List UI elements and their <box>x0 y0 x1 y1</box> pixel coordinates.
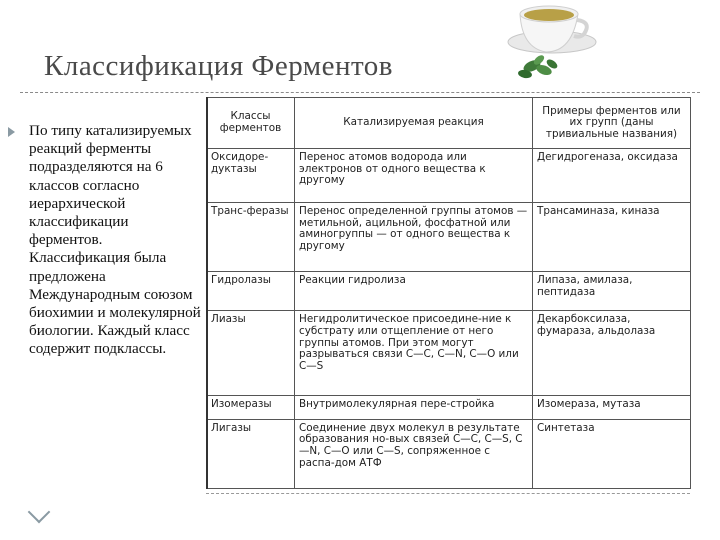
table-left-border <box>206 97 208 489</box>
tea-cup-with-leaves-icon <box>492 0 610 82</box>
table-row <box>207 419 691 488</box>
reaction-cell: Перенос определенной группы атомов — метильной, ацильной, фосфатной или аминогруппы — от одного вещества к другому <box>295 203 533 272</box>
enzyme-classes-table <box>206 97 691 489</box>
chevron-corner-icon <box>28 501 51 524</box>
enzyme-class-cell: Изомеразы <box>207 395 295 419</box>
reaction-cell: Внутримолекулярная пере-стройка <box>295 395 533 419</box>
examples-cell: Дегидрогеназа, оксидаза <box>533 149 691 203</box>
triangle-bullet-icon <box>8 127 15 137</box>
reaction-cell: Перенос атомов водорода или электронов от одного вещества к другому <box>295 149 533 203</box>
reaction-cell: Реакции гидролиза <box>295 272 533 311</box>
enzyme-class-cell: Лиазы <box>207 311 295 395</box>
examples-cell: Синтетаза <box>533 419 691 488</box>
examples-cell: Изомераза, мутаза <box>533 395 691 419</box>
reaction-cell: Соединение двух молекул в результате образования но-вых связей С—С, С—S, С—N, С—О или С—S, сопряженное с распа-дом АТФ <box>295 419 533 488</box>
header-reaction: Катализируемая реакция <box>295 98 533 149</box>
enzyme-class-cell: Лигазы <box>207 419 295 488</box>
table-row <box>207 149 691 203</box>
title-divider <box>20 92 700 93</box>
table-row <box>207 203 691 272</box>
enzyme-class-cell: Оксидоре-дуктазы <box>207 149 295 203</box>
table-bottom-divider <box>206 493 690 494</box>
examples-cell: Липаза, амилаза, пептидаза <box>533 272 691 311</box>
table-header-row <box>207 98 691 149</box>
examples-cell: Декарбоксилаза, фумараза, альдолаза <box>533 311 691 395</box>
table-row <box>207 272 691 311</box>
table-row <box>207 311 691 395</box>
table-row <box>207 395 691 419</box>
header-classes: Классы ферментов <box>207 98 295 149</box>
enzyme-class-cell: Гидролазы <box>207 272 295 311</box>
examples-cell: Трансаминаза, киназа <box>533 203 691 272</box>
slide-title: Классификация Ферментов <box>44 50 393 82</box>
header-examples: Примеры ферментов или их групп (даны тривиальные названия) <box>533 98 691 149</box>
reaction-cell: Негидролитическое присоедине-ние к субстрату или отщепление от него группы атомов. При этом могут разрываться связи С—С, С—N, С—О или С—S <box>295 311 533 395</box>
slide-body-text: По типу катализируемых реакций ферменты подразделяются на 6 классов согласно иерархической классификации ферментов. Классификация была предложена Международным союзом биохимии и молекулярной биологии. Каждый класс содержит подклассы. <box>29 122 201 358</box>
enzyme-class-cell: Транс-феразы <box>207 203 295 272</box>
